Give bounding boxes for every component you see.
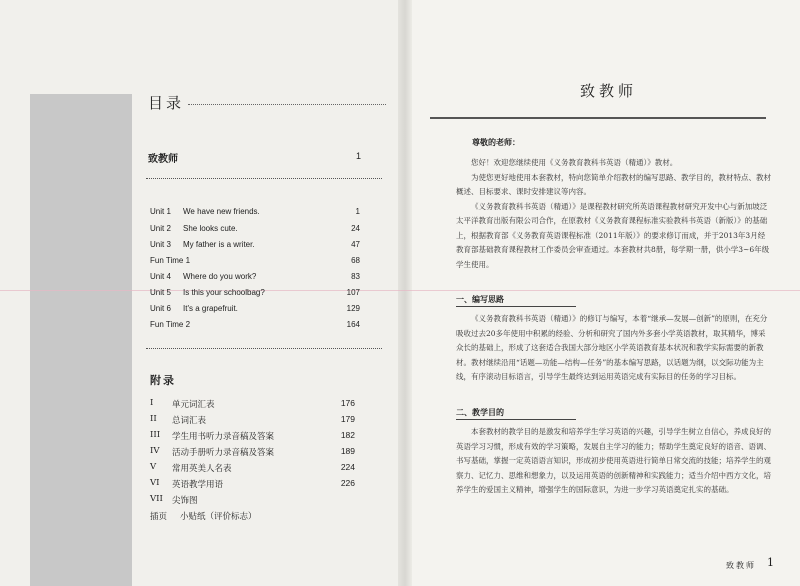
- intro-paragraph: 您好！欢迎您继续使用《义务教育教科书英语（精通）》教材。: [471, 158, 678, 167]
- appendix-text: 单元词汇表: [172, 400, 215, 410]
- footer-page-number: 1: [767, 556, 774, 569]
- section-rule: [456, 306, 576, 307]
- unit-page: 83: [351, 272, 360, 281]
- title-rule: [430, 117, 766, 119]
- appendix-text: 总词汇表: [172, 416, 207, 426]
- appendix-page: 182: [340, 430, 355, 440]
- unit-page: 107: [346, 288, 360, 297]
- unit-label: Unit 4: [150, 272, 171, 281]
- toc-preface-label[interactable]: 致教师: [148, 154, 178, 165]
- appendix-title: 附录: [150, 374, 176, 387]
- fun-time-page: 164: [346, 320, 360, 329]
- decorative-side-band: [30, 94, 132, 586]
- appendix-text: 学生用书听力录音稿及答案: [172, 432, 275, 442]
- section-paragraph: 《义务教育教科书英语（精通）》的修订与编写，本着“继承—发展—创新”的原则，在充分吸收过去20多年使用中积累的经验、分析和研究了国内外多套小学英语教材，取其精华，博采众长的基础上，形成了这套适合我国大部分地区小学英语教育基本状况和教学实际需要的新教材。教材继续沿用“话题—功能—结构—任务”的基本编写思路，以话题为纲，以交际功能为主线，有序滚动目标语言，引导学生最终达到运用英语完成有实际目的任务的学习目标。: [456, 314, 768, 381]
- fun-time-page: 68: [351, 256, 360, 265]
- appendix-page: 179: [340, 414, 355, 424]
- book-gutter: [398, 0, 412, 586]
- toc-fun-time-2[interactable]: [150, 320, 360, 329]
- appendix-page: 189: [340, 446, 355, 456]
- divider-dotted: [146, 348, 382, 349]
- toc-fun-time-1[interactable]: [150, 256, 360, 265]
- unit-title: It's a grapefruit.: [183, 304, 238, 313]
- intro-text: [456, 156, 772, 272]
- fun-time-label: Fun Time 2: [150, 320, 191, 329]
- unit-title: Where do you work?: [183, 272, 257, 281]
- unit-title: Is this your schoolbag?: [183, 288, 265, 297]
- appendix-page: 176: [340, 398, 355, 408]
- letter-greeting: 尊敬的老师：: [472, 137, 520, 147]
- toc-title: 目录: [148, 94, 185, 112]
- appendix-page: 226: [340, 478, 355, 488]
- section-body: [456, 425, 772, 498]
- appendix-number: VII: [150, 494, 163, 504]
- intro-paragraph: 《义务教育教科书英语（精通）》是课程教材研究所英语课程教材研究开发中心与新加坡泛太平洋教育出版有限公司合作，在原教材《义务教育课程标准实验教科书英语（新版）》的基础上，根据教育部《义务教育英语课程标准（2011年版）》的要求修订而成，并于2013年3月经教育部基础教育课程教材工作委员会审查通过。本套教材共8册，每学期一册，供小学3~6年级学生使用。: [456, 201, 770, 269]
- appendix-number: I: [150, 398, 154, 408]
- appendix-page: 224: [340, 462, 355, 472]
- section-heading: 一、编写思路: [456, 294, 504, 304]
- section-body: [456, 312, 772, 385]
- appendix-text: 小贴纸（评价标志）: [180, 512, 257, 522]
- section-heading: 二、教学目的: [456, 407, 504, 417]
- appendix-number: III: [150, 430, 161, 440]
- letter-title: 致教师: [580, 82, 638, 100]
- scan-artifact-line: [0, 290, 800, 291]
- unit-label: Unit 3: [150, 240, 171, 249]
- unit-label: Unit 1: [150, 207, 171, 216]
- appendix-text: 尖饰图: [172, 496, 198, 506]
- footer-section-label: 致教师: [726, 561, 756, 570]
- intro-paragraph: 为使您更好地使用本套教材，特向您简单介绍教材的编写思路、教学目的，教材特点、教材概述、目标要求、课时安排建议等内容。: [456, 172, 771, 196]
- toc-title-leader: [188, 104, 386, 105]
- appendix-text: 常用英美人名表: [172, 464, 232, 474]
- toc-preface-page: 1: [356, 151, 362, 161]
- divider-dotted: [146, 178, 382, 179]
- fun-time-label: Fun Time 1: [150, 256, 191, 265]
- appendix-number: VI: [150, 478, 160, 488]
- appendix-text: 英语教学用语: [172, 480, 224, 490]
- unit-title: She looks cute.: [183, 224, 238, 233]
- unit-title: My father is a writer.: [183, 240, 255, 249]
- unit-label: Unit 5: [150, 288, 171, 297]
- section-rule: [456, 419, 576, 420]
- unit-label: Unit 2: [150, 224, 171, 233]
- unit-page: 129: [346, 304, 360, 313]
- appendix-text: 活动手册听力录音稿及答案: [172, 448, 275, 458]
- section-paragraph: 本套教材的教学目的是激发和培养学生学习英语的兴趣，引导学生树立自信心，养成良好的英语学习习惯，形成有效的学习策略，发展自主学习的能力；帮助学生奠定良好的语音、语调、书写基础，掌握一定英语语言知识，形成初步使用英语进行简单日常交流的技能；培养学生的观察力、记忆力、思维和想象力，以及运用英语的创新精神和实践能力；适当介绍中西方文化，培养学生的爱国主义精神，增强学生的国际意识，为进一步学习英语奠定扎实的基础。: [456, 427, 771, 494]
- appendix-number: V: [150, 462, 157, 472]
- unit-label: Unit 6: [150, 304, 171, 313]
- unit-title: We have new friends.: [183, 207, 260, 216]
- unit-page: 47: [351, 240, 360, 249]
- unit-page: 1: [355, 207, 360, 216]
- appendix-number: 插页: [150, 512, 168, 522]
- appendix-number: II: [150, 414, 157, 424]
- unit-page: 24: [351, 224, 360, 233]
- appendix-number: IV: [150, 446, 160, 456]
